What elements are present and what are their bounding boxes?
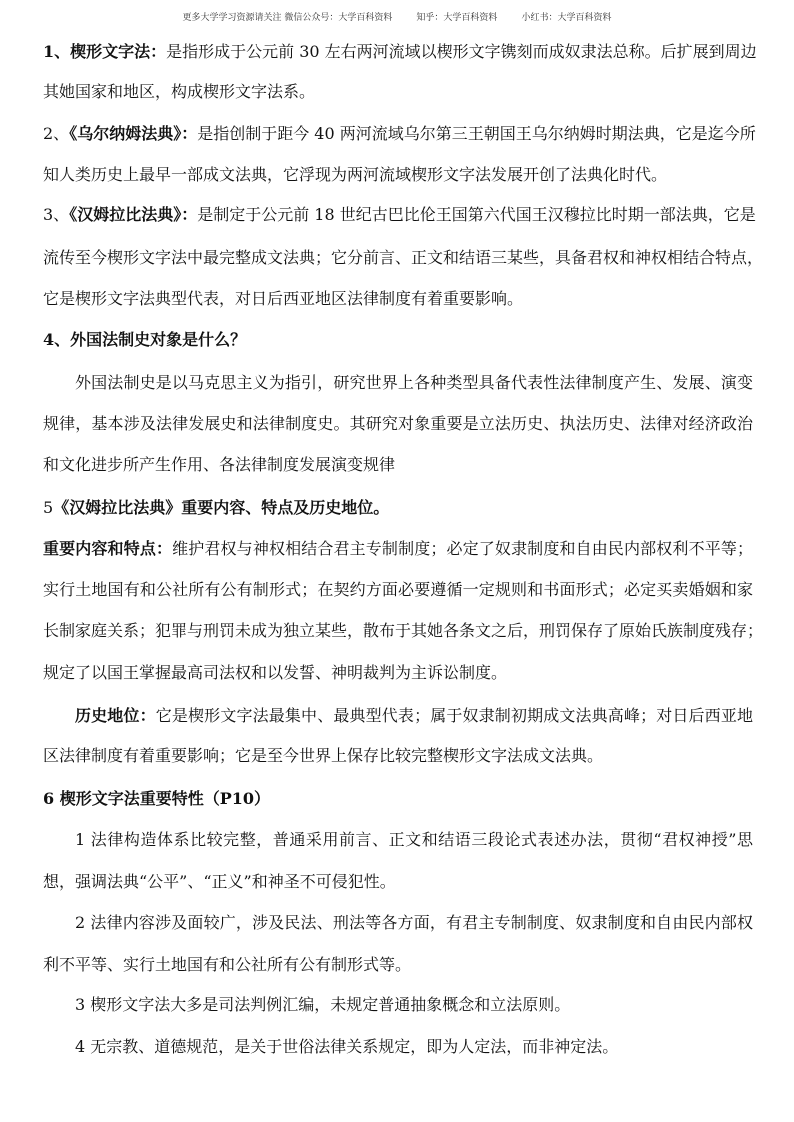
s3-line-2: 流传至今楔形文字法中最完整成文法典；它分前言、正文和结语三某些，具备君权和神权相结合特点，: [43, 248, 764, 267]
s2-line-1: [43, 123, 756, 145]
s3-number: 3、: [43, 205, 70, 224]
s6-item-2-line-1: 2 法律内容涉及面较广，涉及民法、刑法等各方面，有君主专制制度、奴隶制度和自由民内部权: [75, 913, 753, 932]
s6-item-4: 4 无宗教、道德规范，是关于世俗法律关系规定，即为人定法，而非神定法。: [75, 1037, 619, 1056]
page-header: [0, 10, 794, 23]
s5-content-line-3: 长制家庭关系；犯罪与刑罚未成为独立某些，散布于其她各条文之后，刑罚保存了原始氏族制度残存；: [43, 621, 764, 640]
header-zhihu: 知乎：大学百科资料: [416, 13, 498, 23]
s1-term: 1、楔形文字法：: [43, 42, 167, 61]
s5-content-text: 维护君权与神权相结合君主专制制度；必定了奴隶制度和自由民内部权利不平等；: [172, 539, 753, 558]
s4-line-1: 外国法制史是以马克思主义为指引，研究世界上各种类型具备代表性法律制度产生、发展、演变: [75, 373, 753, 392]
s5-content-line-4: 规定了以国王掌握最高司法权和以发誓、神明裁判为主诉讼制度。: [43, 663, 508, 682]
s3-line-1: [43, 204, 756, 226]
s1-line-1: [43, 41, 757, 63]
s3-line-3: 它是楔形文字法典型代表，对日后西亚地区法律制度有着重要影响。: [43, 289, 524, 308]
s5-content-line-1: [43, 538, 753, 560]
s5-heading: [43, 497, 753, 519]
s6-item-2-line-2: 利不平等、实行土地国有和公社所有公有制形式等。: [43, 955, 412, 974]
s2-term: 《乌尔纳姆法典》：: [69, 124, 198, 143]
s2-number: 2、: [43, 124, 70, 143]
s5-status-label: 历史地位：: [75, 706, 156, 725]
s5-number: 5: [43, 498, 54, 517]
s5-status-line-2: 区法律制度有着重要影响；它是至今世界上保存比较完整楔形文字法成文法典。: [43, 746, 604, 765]
header-promo: 更多大学学习资源请关注 微信公众号：大学百科资料: [182, 13, 393, 23]
s5-status-text: 它是楔形文字法最集中、最典型代表；属于奴隶制初期成文法典高峰；对日后西亚地: [155, 706, 753, 725]
s5-status-line-1: [75, 705, 753, 727]
s6-item-1-line-2: 想，强调法典“公平”、“正义”和神圣不可侵犯性。: [43, 872, 396, 891]
s1-line-2: 其她国家和地区，构成楔形文字法系。: [43, 82, 316, 101]
s4-heading: 4、外国法制史对象是什么？: [43, 330, 247, 349]
s5-title: 《汉姆拉比法典》重要内容、特点及历史地位。: [53, 498, 390, 517]
s4-line-2: 规律，基本涉及法律发展史和法律制度史。其研究对象重要是立法历史、执法历史、法律对经济政治: [43, 414, 753, 433]
s6-item-1-line-1: 1 法律构造体系比较完整，普通采用前言、正文和结语三段论式表述办法，贯彻“君权神授”思: [75, 830, 753, 849]
s6-item-3: 3 楔形文字法大多是司法判例汇编，未规定普通抽象概念和立法原则。: [75, 995, 571, 1014]
s1-text: 是指形成于公元前 30 左右两河流域以楔形文字镌刻而成奴隶法总称。后扩展到周边: [166, 42, 757, 61]
s2-text: 是指创制于距今 40 两河流域乌尔第三王朝国王乌尔纳姆时期法典，它是迄今所: [197, 124, 756, 143]
s2-line-2: 知人类历史上最早一部成文法典，它浮现为两河流域楔形文字法发展开创了法典化时代。: [43, 165, 668, 184]
s3-text: 是制定于公元前 18 世纪古巴比伦王国第六代国王汉穆拉比时期一部法典，它是: [197, 205, 756, 224]
s5-content-label: 重要内容和特点：: [43, 539, 173, 558]
s3-term: 《汉姆拉比法典》：: [69, 205, 198, 224]
s6-heading: 6 楔形文字法重要特性（P10）: [43, 789, 271, 808]
header-xiaohongshu: 小红书：大学百科资料: [521, 13, 612, 23]
s4-line-3: 和文化进步所产生作用、各法律制度发展演变规律: [43, 455, 396, 474]
s5-content-line-2: 实行土地国有和公社所有公有制形式；在契约方面必要遵循一定规则和书面形式；必定买卖婚姻和家: [43, 580, 753, 599]
